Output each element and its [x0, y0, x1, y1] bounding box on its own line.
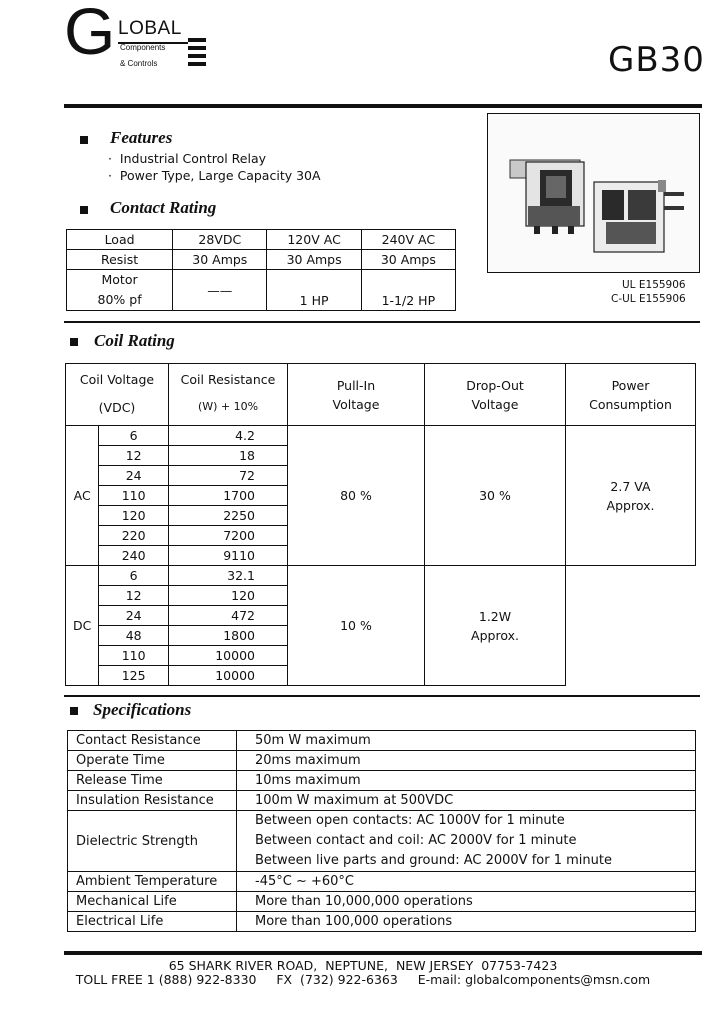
spec-label: Operate Time: [68, 751, 237, 771]
table-header-row: [66, 364, 696, 426]
coil-resistance-cell: 18: [169, 446, 288, 466]
table-cell: 1 HP: [267, 270, 361, 311]
ac-power-value: 2.7 VA: [610, 478, 651, 494]
features-title: Features: [110, 128, 173, 147]
table-row: [67, 270, 456, 311]
coil-resistance-cell: 4.2: [169, 426, 288, 446]
coil-voltage-cell: 110: [99, 646, 169, 666]
table-cell: 120V AC: [267, 230, 361, 250]
coil-voltage-cell: 12: [99, 586, 169, 606]
coil-voltage-cell: 125: [99, 666, 169, 686]
coil-resistance-cell: 2250: [169, 506, 288, 526]
coil-voltage-cell: 220: [99, 526, 169, 546]
dc-label: DC: [66, 566, 99, 686]
table-row: [68, 791, 696, 811]
specifications-title: Specifications: [93, 700, 192, 719]
coil-voltage-cell: 120: [99, 506, 169, 526]
table-row: [66, 426, 696, 446]
table-cell: 30 Amps: [267, 250, 361, 270]
spec-label: Release Time: [68, 771, 237, 791]
table-row: [68, 811, 696, 872]
coil-resistance-cell: 120: [169, 586, 288, 606]
spec-value: 20ms maximum: [237, 751, 696, 771]
spec-label: Mechanical Life: [68, 892, 237, 912]
ac-power-approx: Approx.: [606, 497, 655, 513]
spec-label: Contact Resistance: [68, 731, 237, 751]
table-cell: 30 Amps: [361, 250, 455, 270]
coil-resistance-cell: 1800: [169, 626, 288, 646]
table-cell: 240V AC: [361, 230, 455, 250]
header-cell: [566, 364, 696, 426]
coil-voltage-cell: 24: [99, 606, 169, 626]
section-bullet: [80, 136, 88, 144]
header-cell: [66, 364, 169, 426]
pull-in-header-2: Voltage: [332, 396, 380, 412]
spec-label: Insulation Resistance: [68, 791, 237, 811]
table-cell: Load: [67, 230, 173, 250]
dc-power-approx: Approx.: [471, 627, 519, 643]
motor-pf-label: 80% pf: [97, 292, 142, 307]
spec-label: Ambient Temperature: [68, 872, 237, 892]
feature-item: · Power Type, Large Capacity 30A: [108, 168, 321, 183]
table-row: [68, 892, 696, 912]
coil-voltage-cell: 12: [99, 446, 169, 466]
coil-resistance-cell: 32.1: [169, 566, 288, 586]
dielectric-line: Between contact and coil: AC 2000V for 1 minute: [255, 833, 577, 848]
product-photo: [487, 113, 700, 273]
section-bullet: [80, 206, 88, 214]
dc-drop-out-cell: 10 %: [288, 566, 425, 686]
spec-value: 100m W maximum at 500VDC: [237, 791, 696, 811]
footer-rule: [64, 951, 702, 955]
coil-rating-table: [65, 363, 696, 686]
cert-ul: UL E155906: [622, 279, 686, 291]
coil-resistance-cell: 9110: [169, 546, 288, 566]
spec-value: More than 10,000,000 operations: [237, 892, 696, 912]
table-row: [68, 912, 696, 932]
tolerance-header: (W) + 10%: [197, 400, 259, 413]
section-bullet: [70, 338, 78, 346]
coil-resistance-cell: 72: [169, 466, 288, 486]
ac-label: AC: [66, 426, 99, 566]
section-rule: [64, 695, 700, 697]
footer-address: 65 SHARK RIVER ROAD, NEPTUNE, NEW JERSEY 07753-7423: [168, 958, 558, 973]
footer-contact: TOLL FREE 1 (888) 922-8330 FX (732) 922-6363 E-mail: globalcomponents@msn.com: [75, 972, 651, 987]
ac-power-cell: [566, 426, 696, 566]
pull-in-cell: 80 %: [288, 426, 425, 566]
table-cell: 30 Amps: [173, 250, 267, 270]
relay-illustration: [488, 114, 699, 272]
spec-value: -45°C ~ +60°C: [237, 872, 696, 892]
table-row: [68, 771, 696, 791]
dielectric-line: Between live parts and ground: AC 2000V for 1 minute: [255, 853, 612, 868]
table-cell: 1-1/2 HP: [361, 270, 455, 311]
coil-resistance-cell: 472: [169, 606, 288, 626]
table-cell: Resist: [67, 250, 173, 270]
coil-voltage-header: Coil Voltage: [79, 372, 155, 387]
table-row: [68, 872, 696, 892]
vdc-header: (VDC): [98, 400, 136, 415]
logo-name: LOBAL: [118, 18, 182, 39]
feature-item: · Industrial Control Relay: [108, 151, 267, 166]
spec-value: 50m W maximum: [237, 731, 696, 751]
coil-resistance-cell: 7200: [169, 526, 288, 546]
table-row: [68, 731, 696, 751]
coil-resistance-cell: 10000: [169, 666, 288, 686]
coil-resistance-cell: 10000: [169, 646, 288, 666]
dielectric-line: Between open contacts: AC 1000V for 1 minute: [255, 813, 565, 828]
company-logo: [64, 0, 214, 70]
part-number: GB30: [608, 40, 705, 80]
header-rule: [64, 104, 702, 108]
contact-rating-title: Contact Rating: [110, 198, 217, 217]
coil-voltage-cell: 24: [99, 466, 169, 486]
section-rule: [64, 321, 700, 323]
dc-power-value: 1.2W: [478, 608, 512, 624]
power-header-2: Consumption: [589, 396, 672, 412]
coil-rating-title: Coil Rating: [94, 331, 175, 350]
header-cell: [425, 364, 566, 426]
table-row: [67, 250, 456, 270]
spec-value: 10ms maximum: [237, 771, 696, 791]
specifications-table: [67, 730, 696, 932]
contact-rating-table: [66, 229, 456, 311]
spec-value: More than 100,000 operations: [237, 912, 696, 932]
logo-bars: [188, 38, 206, 66]
drop-out-header-2: Voltage: [471, 396, 519, 412]
table-row: [66, 566, 696, 586]
coil-resistance-cell: 1700: [169, 486, 288, 506]
logo-line2: & Controls: [120, 59, 158, 68]
table-row: [67, 230, 456, 250]
coil-voltage-cell: 6: [99, 426, 169, 446]
dc-power-cell: [425, 566, 566, 686]
header-cell: [169, 364, 288, 426]
table-cell: ——: [173, 270, 267, 311]
header-cell: [288, 364, 425, 426]
feature-text: Industrial Control Relay: [119, 151, 267, 166]
logo-line1: Components: [120, 43, 166, 52]
coil-resistance-header: Coil Resistance: [180, 372, 276, 387]
spec-label: Electrical Life: [68, 912, 237, 932]
table-cell: [67, 270, 173, 311]
spec-value: [237, 811, 696, 872]
coil-voltage-cell: 110: [99, 486, 169, 506]
drop-out-header: Drop-Out: [466, 377, 524, 393]
logo-letter: G: [64, 0, 116, 68]
coil-voltage-cell: 48: [99, 626, 169, 646]
table-row: [68, 751, 696, 771]
cert-cul: C-UL E155906: [611, 293, 686, 305]
section-bullet: [70, 707, 78, 715]
pull-in-header: Pull-In: [336, 377, 376, 393]
motor-label: Motor: [101, 272, 138, 287]
table-cell: 28VDC: [173, 230, 267, 250]
coil-voltage-cell: 240: [99, 546, 169, 566]
ac-drop-out-cell: 30 %: [425, 426, 566, 566]
spec-label: Dielectric Strength: [68, 811, 237, 872]
coil-voltage-cell: 6: [99, 566, 169, 586]
power-header: Power: [611, 377, 650, 393]
feature-text: Power Type, Large Capacity 30A: [119, 168, 321, 183]
